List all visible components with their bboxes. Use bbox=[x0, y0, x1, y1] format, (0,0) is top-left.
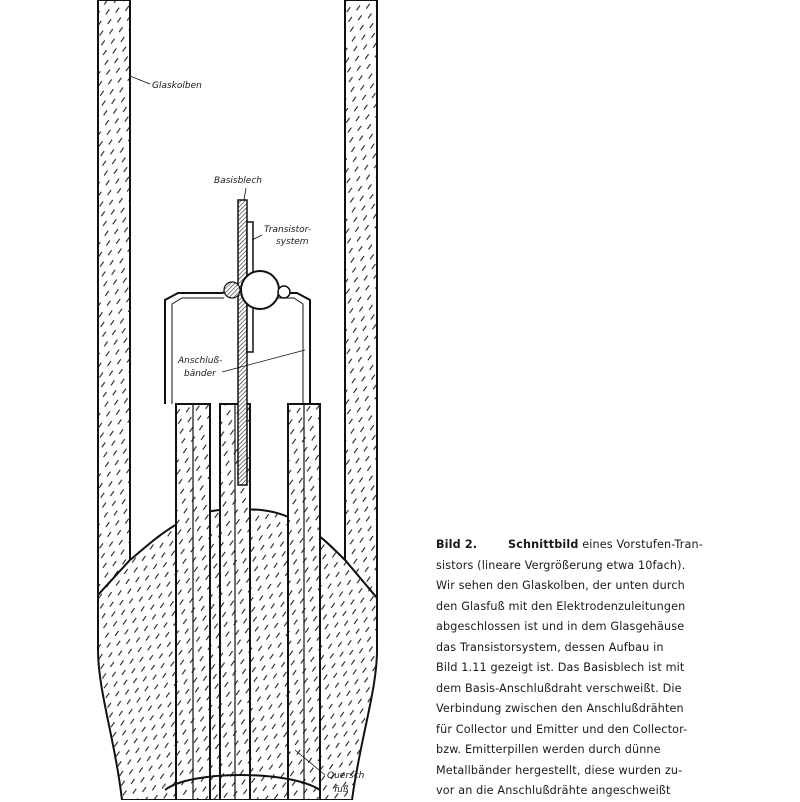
caption-line: abgeschlossen ist und in dem Glasgehäuse bbox=[436, 620, 685, 633]
label-transistor-system-1: Transistor- bbox=[264, 225, 312, 235]
caption-line: Wir sehen den Glaskolben, der unten durch bbox=[436, 579, 685, 592]
label-transistor-system-2: system bbox=[276, 237, 309, 247]
caption-keyword: Schnittbild bbox=[508, 538, 579, 551]
transistor-pill bbox=[241, 271, 279, 309]
caption-line: für Collector und Emitter und den Collector- bbox=[436, 722, 688, 736]
figure-label: Bild 2. bbox=[436, 538, 478, 551]
caption-line: sistors (lineare Vergrößerung etwa 10fach). bbox=[436, 558, 686, 572]
glass-wall-right bbox=[345, 0, 377, 598]
label-connection-bands-1: Anschluß- bbox=[178, 356, 223, 366]
label-cross-foot-2: fuß bbox=[334, 785, 349, 795]
label-connection-bands-2: bänder bbox=[184, 369, 216, 379]
caption-line: vor an die Anschlußdrähte angeschweißt bbox=[436, 784, 671, 797]
caption-line: Bild 1.11 gezeigt ist. Das Basisblech ist mit bbox=[436, 661, 685, 674]
figure-caption bbox=[436, 535, 796, 802]
label-base-plate: Basisblech bbox=[214, 176, 262, 186]
caption-line: bzw. Emitterpillen werden durch dünne bbox=[436, 743, 661, 756]
connection-band-right bbox=[272, 290, 310, 404]
caption-line: das Transistorsystem, dessen Aufbau in bbox=[436, 640, 664, 654]
caption-line1-rest: eines Vorstufen-Tran- bbox=[582, 538, 703, 551]
caption-line: Metallbänder hergestellt, diese wurden zu- bbox=[436, 763, 683, 777]
base-plate bbox=[238, 200, 247, 485]
caption-line: den Glasfuß mit den Elektrodenzuleitungen bbox=[436, 599, 686, 613]
caption-line: Verbindung zwischen den Anschlußdrähten bbox=[436, 702, 684, 715]
caption-line bbox=[436, 535, 796, 556]
connection-band-left bbox=[165, 290, 232, 404]
glass-wall-left bbox=[98, 0, 130, 595]
caption-line: dem Basis-Anschlußdraht verschweißt. Die bbox=[436, 681, 682, 695]
label-cross-foot-1: Quersch bbox=[327, 771, 365, 781]
label-glass-bulb: Glaskolben bbox=[152, 81, 202, 91]
